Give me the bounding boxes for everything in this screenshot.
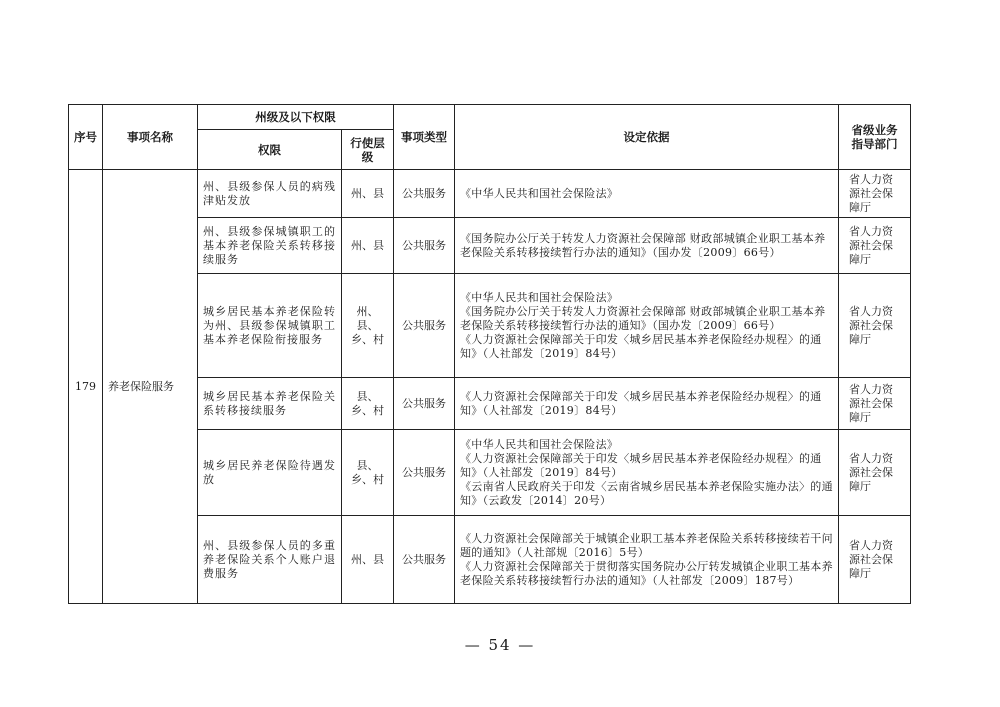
level-cell: 县、乡、村 <box>342 430 394 516</box>
dept-cell: 省人力资源社会保障厅 <box>839 218 911 274</box>
authority-cell: 城乡居民基本养老保险转为州、县级参保城镇职工基本养老保险衔接服务 <box>198 274 342 378</box>
header-authority-group: 州级及以下权限 <box>198 105 394 130</box>
type-cell: 公共服务 <box>394 170 455 218</box>
level-cell: 州、县 <box>342 218 394 274</box>
basis-document: 《国务院办公厅关于转发人力资源社会保障部 财政部城镇企业职工基本养老保险关系转移接续暂行办法的通知》（国办发〔2009〕66号） <box>460 231 826 259</box>
basis-document: 《人力资源社会保障部关于印发〈城乡居民基本养老保险经办规程〉的通知》（人社部发〔2019〕84号） <box>460 332 822 360</box>
basis-cell <box>455 170 839 218</box>
basis-cell <box>455 516 839 604</box>
authority-cell: 州、县级参保城镇职工的基本养老保险关系转移接续服务 <box>198 218 342 274</box>
basis-cell <box>455 430 839 516</box>
header-item-type: 事项类型 <box>394 105 455 170</box>
page-number: — 54 — <box>464 636 536 654</box>
type-cell: 公共服务 <box>394 218 455 274</box>
basis-cell <box>455 218 839 274</box>
type-cell: 公共服务 <box>394 430 455 516</box>
basis-cell <box>455 378 839 430</box>
dept-cell: 省人力资源社会保障厅 <box>839 378 911 430</box>
item-name-cell: 养老保险服务 <box>103 170 198 604</box>
header-authority: 权限 <box>198 130 342 170</box>
type-cell: 公共服务 <box>394 274 455 378</box>
header-item-name: 事项名称 <box>103 105 198 170</box>
type-cell: 公共服务 <box>394 516 455 604</box>
basis-document: 《中华人民共和国社会保险法》 <box>460 437 619 451</box>
table-body <box>69 170 911 604</box>
basis-document: 《中华人民共和国社会保险法》 <box>460 290 619 304</box>
basis-document: 《人力资源社会保障部关于印发〈城乡居民基本养老保险经办规程〉的通知》（人社部发〔2019〕84号） <box>460 451 822 479</box>
level-cell: 州、县 <box>342 170 394 218</box>
header-exercise-level: 行使层级 <box>342 130 394 170</box>
dept-cell: 省人力资源社会保障厅 <box>839 430 911 516</box>
level-cell: 州、县、乡、村 <box>342 274 394 378</box>
header-seq: 序号 <box>69 105 103 170</box>
authority-cell: 城乡居民基本养老保险关系转移接续服务 <box>198 378 342 430</box>
basis-document: 《人力资源社会保障部关于印发〈城乡居民基本养老保险经办规程〉的通知》（人社部发〔2019〕84号） <box>460 389 822 417</box>
basis-cell <box>455 274 839 378</box>
type-cell: 公共服务 <box>394 378 455 430</box>
dept-cell: 省人力资源社会保障厅 <box>839 170 911 218</box>
dept-cell: 省人力资源社会保障厅 <box>839 274 911 378</box>
authority-cell: 州、县级参保人员的病残津贴发放 <box>198 170 342 218</box>
table-row <box>69 170 911 218</box>
authority-cell: 州、县级参保人员的多重养老保险关系个人账户退费服务 <box>198 516 342 604</box>
basis-document: 《云南省人民政府关于印发〈云南省城乡居民基本养老保险实施办法〉的通知》（云政发〔2014〕20号） <box>460 479 833 507</box>
basis-document: 《国务院办公厅关于转发人力资源社会保障部 财政部城镇企业职工基本养老保险关系转移接续暂行办法的通知》（国办发〔2009〕66号） <box>460 304 826 332</box>
authority-table <box>68 104 911 604</box>
dept-cell: 省人力资源社会保障厅 <box>839 516 911 604</box>
basis-document: 《人力资源社会保障部关于贯彻落实国务院办公厅转发城镇企业职工基本养老保险关系转移接续暂行办法的通知》（人社部发〔2009〕187号） <box>460 559 833 587</box>
authority-cell: 城乡居民养老保险待遇发放 <box>198 430 342 516</box>
seq-cell: 179 <box>69 170 103 604</box>
level-cell: 州、县 <box>342 516 394 604</box>
header-dept: 省级业务指导部门 <box>839 105 911 170</box>
header-basis: 设定依据 <box>455 105 839 170</box>
basis-document: 《人力资源社会保障部关于城镇企业职工基本养老保险关系转移接续若干问题的通知》（人社部规〔2016〕5号） <box>460 531 833 559</box>
level-cell: 县、乡、村 <box>342 378 394 430</box>
basis-document: 《中华人民共和国社会保险法》 <box>460 186 619 200</box>
